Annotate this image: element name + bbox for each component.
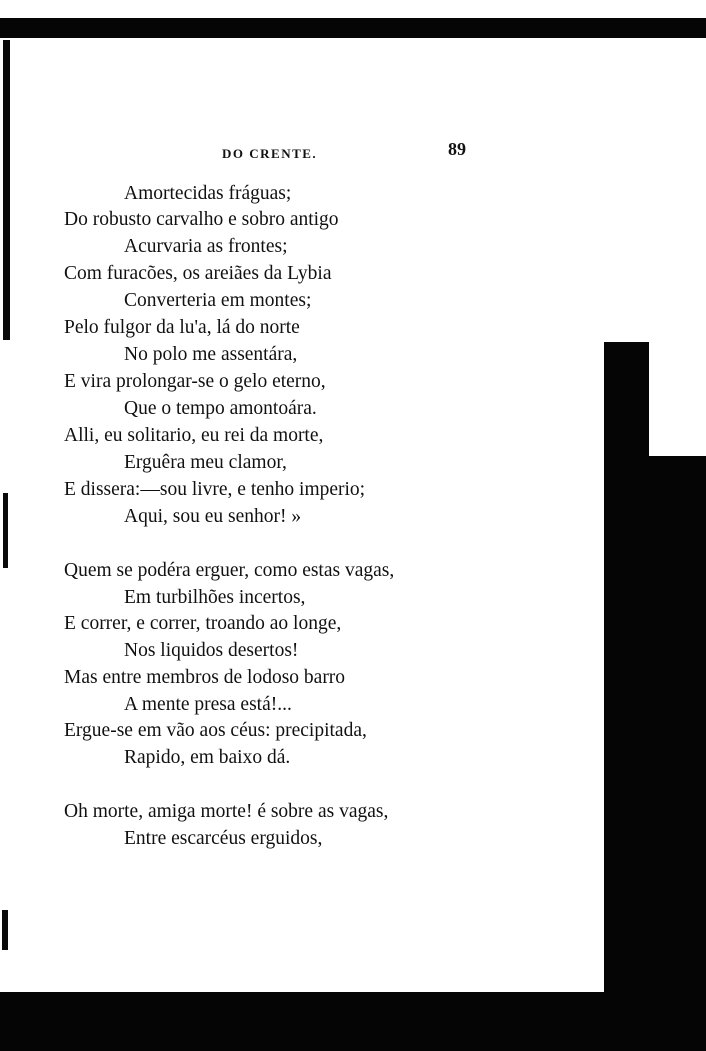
verse-line: Com furacões, os areiães da Lybia — [64, 263, 332, 284]
verse-line: E vira prolongar-se o gelo eterno, — [64, 371, 326, 392]
scan-edge-left — [3, 493, 8, 568]
verse-line: Mas entre membros de lodoso barro — [64, 667, 346, 688]
scan-edge-left — [2, 910, 8, 950]
verse-line: Acurvaria as frontes; — [124, 236, 288, 257]
verse-line: Que o tempo amontoára. — [124, 398, 317, 419]
scan-border-top — [0, 18, 706, 38]
scan-border-bottom — [0, 992, 706, 1051]
verse-line: Em turbilhões incertos, — [124, 587, 306, 608]
verse-line: E correr, e correr, troando ao longe, — [64, 613, 342, 634]
scan-shadow-right — [604, 342, 649, 456]
verse-line: Aqui, sou eu senhor! » — [124, 506, 302, 527]
scan-shadow-right — [604, 456, 706, 992]
verse-line: Do robusto carvalho e sobro antigo — [64, 209, 339, 230]
verse-line: Pelo fulgor da lu'a, lá do norte — [64, 317, 300, 338]
verse-line: Quem se podéra erguer, como estas vagas, — [64, 560, 395, 581]
running-header: DO CRENTE. — [222, 146, 318, 161]
verse-line: Rapido, em baixo dá. — [124, 747, 291, 768]
verse-line: Converteria em montes; — [124, 290, 312, 311]
verse-line: Alli, eu solitario, eu rei da morte, — [64, 425, 324, 446]
verse-line: Ergue-se em vão aos céus: precipitada, — [64, 720, 367, 741]
verse-line: Amortecidas fráguas; — [124, 183, 292, 204]
verse-line: Oh morte, amiga morte! é sobre as vagas, — [64, 801, 389, 822]
scan-edge-left — [3, 40, 10, 340]
verse-line: E dissera:—sou livre, e tenho imperio; — [64, 479, 366, 500]
verse-line: No polo me assentára, — [124, 344, 298, 365]
page-number: 89 — [448, 139, 466, 159]
verse-line: A mente presa está!... — [124, 694, 292, 715]
verse-line: Entre escarcéus erguidos, — [124, 828, 323, 849]
verse-line: Nos liquidos desertos! — [124, 640, 299, 661]
verse-line: Erguêra meu clamor, — [124, 452, 287, 473]
